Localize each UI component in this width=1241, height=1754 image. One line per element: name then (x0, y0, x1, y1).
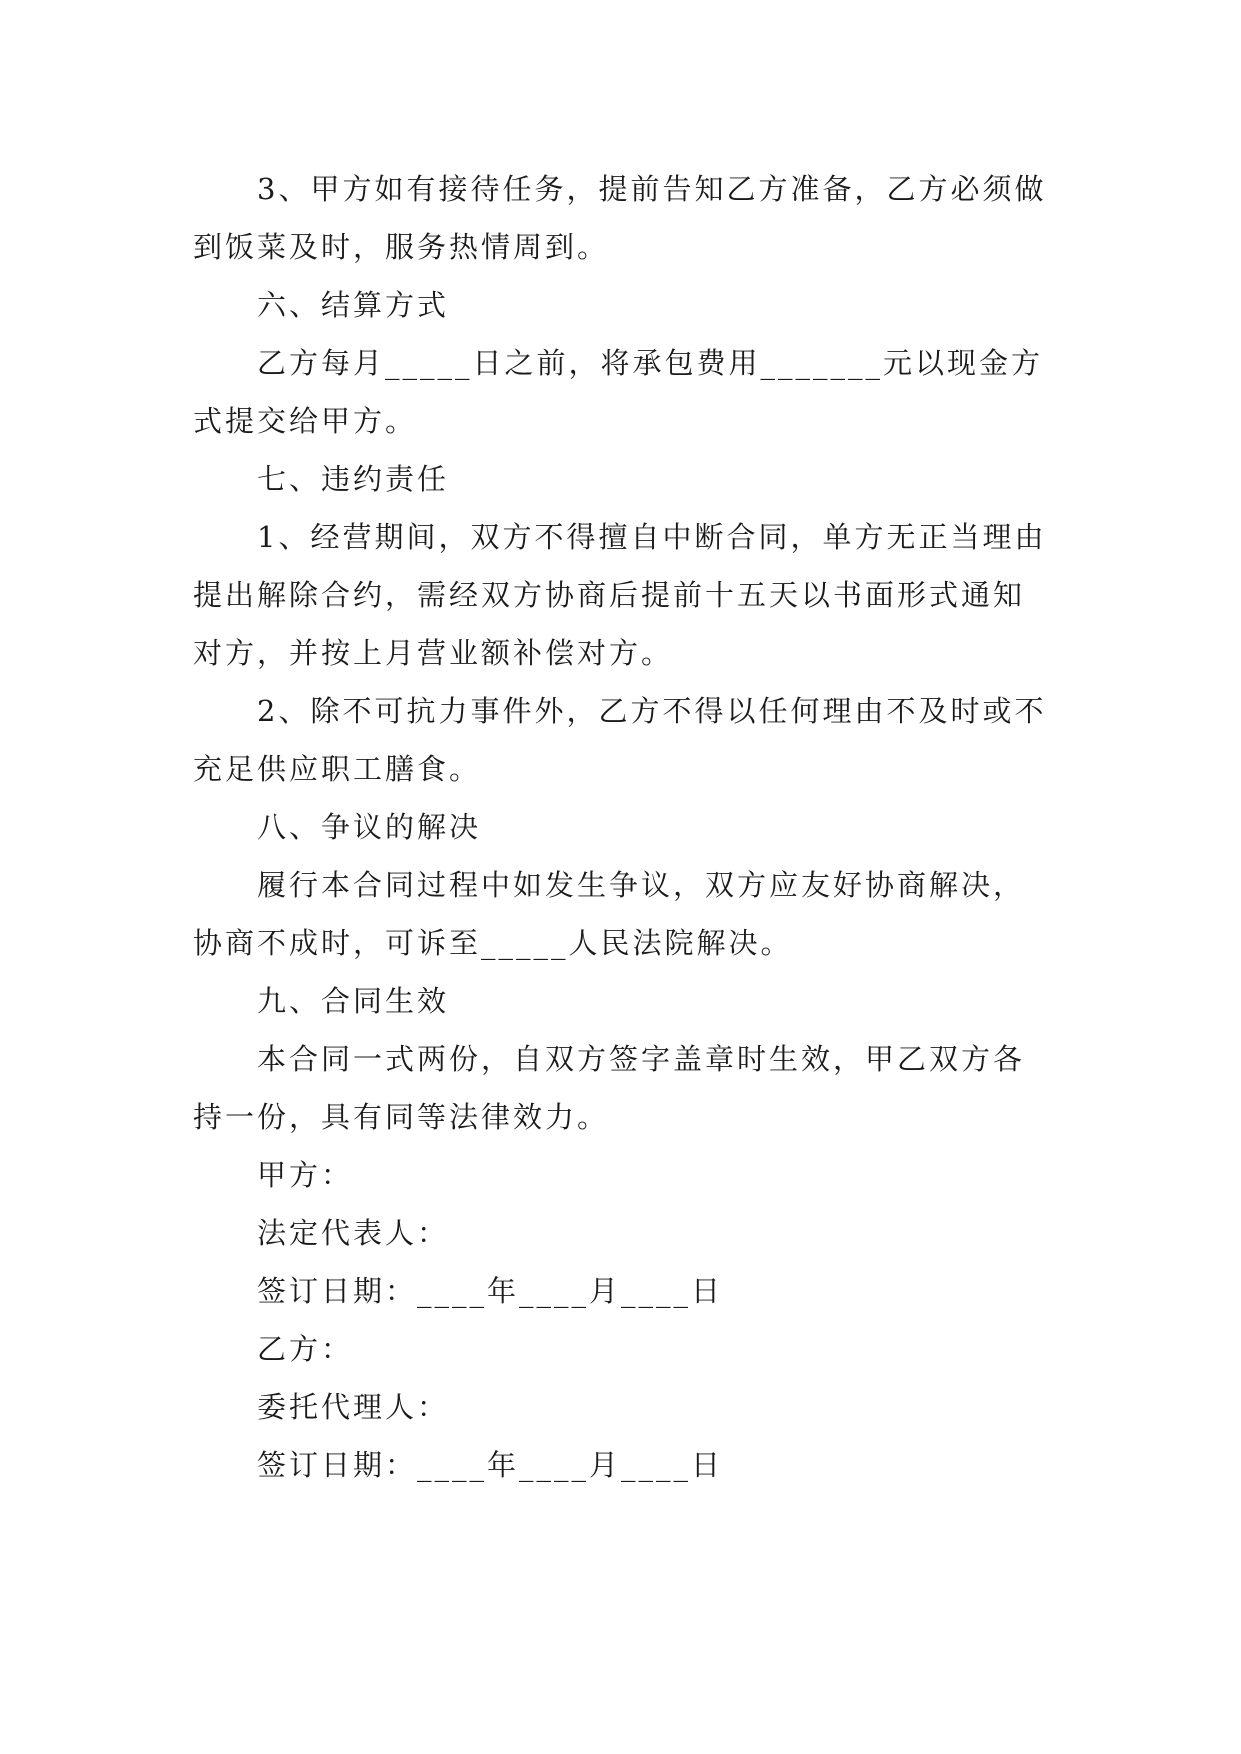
clause-3-reception: 3、甲方如有接待任务，提前告知乙方准备，乙方必须做到饭菜及时，服务热情周到。 (193, 172, 1047, 264)
section-heading-settlement: 六、结算方式 (257, 288, 450, 322)
section-heading-liability: 七、违约责任 (257, 462, 450, 496)
party-a-representative-label: 法定代表人： (257, 1216, 450, 1250)
party-b-label: 乙方： (257, 1332, 354, 1366)
party-a-sign-date: 签订日期：____年____月____日 (257, 1274, 724, 1308)
party-a-label: 甲方： (257, 1158, 354, 1192)
party-b-sign-date: 签订日期：____年____月____日 (257, 1448, 724, 1482)
section-heading-effect: 九、合同生效 (257, 984, 450, 1018)
dispute-terms: 履行本合同过程中如发生争议，双方应友好协商解决，协商不成时，可诉至_____人民法院解决。 (193, 868, 1026, 960)
liability-clause-2: 2、除不可抗力事件外，乙方不得以任何理由不及时或不充足供应职工膳食。 (193, 694, 1047, 786)
settlement-terms: 乙方每月_____日之前，将承包费用_______元以现金方式提交给甲方。 (193, 346, 1044, 438)
document-body (193, 160, 1053, 1494)
liability-clause-1: 1、经营期间，双方不得擅自中断合同，单方无正当理由提出解除合约，需经双方协商后提前十五天以书面形式通知对方，并按上月营业额补偿对方。 (193, 520, 1047, 670)
party-b-agent-label: 委托代理人： (257, 1390, 450, 1424)
section-heading-dispute: 八、争议的解决 (257, 810, 482, 844)
effect-terms: 本合同一式两份，自双方签字盖章时生效，甲乙双方各持一份，具有同等法律效力。 (193, 1042, 1026, 1134)
